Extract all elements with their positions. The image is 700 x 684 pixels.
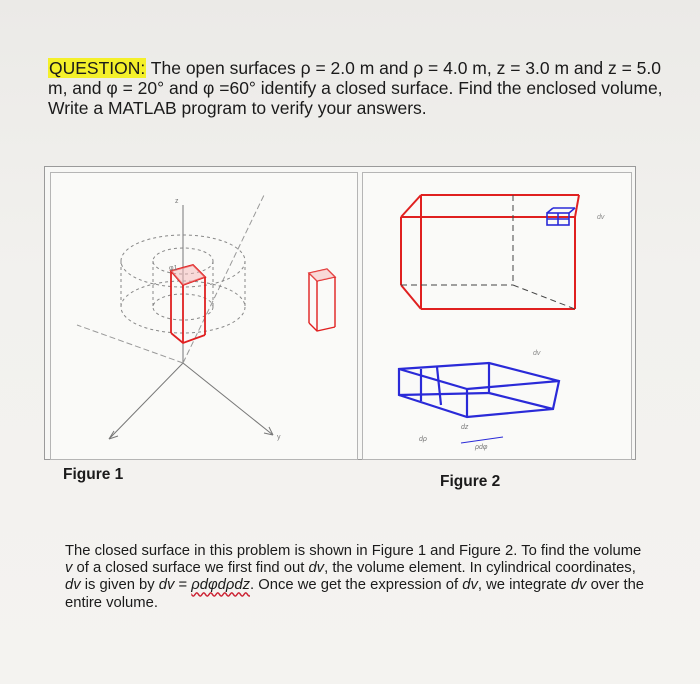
drho-label: dρ — [419, 436, 427, 443]
dv-top-label: dv — [597, 214, 605, 221]
y-axis-label: y — [277, 434, 281, 441]
explanation-var-v: v — [65, 560, 73, 577]
explanation-dv-3: dv — [158, 577, 175, 594]
dv-mid-label: dv — [533, 350, 541, 357]
explanation-text-7: , we integrate — [477, 577, 571, 594]
explanation-dv-2: dv — [65, 577, 81, 594]
explanation-text-3: , the volume element. In cylindrical coordinates, — [324, 560, 636, 577]
explanation-text-1: The closed surface in this problem is shown in Figure 1 and Figure 2. To find the volume — [65, 543, 642, 559]
red-box — [401, 195, 579, 309]
figure-2-caption: Figure 2 — [440, 473, 501, 490]
explanation-text-5: = — [174, 577, 192, 594]
figure-2-panel — [362, 172, 632, 460]
figure-1-panel — [50, 172, 358, 460]
figure-1-drawing — [51, 173, 357, 459]
explanation-paragraph — [65, 543, 645, 612]
question-text — [48, 58, 673, 118]
x-axis — [109, 363, 183, 439]
explanation-text-8: over the entire volume. — [65, 577, 645, 611]
phi-label: φ1 — [169, 265, 178, 272]
rdphi-label: ρdφ — [475, 444, 488, 451]
explanation-dv-4: dv — [462, 577, 478, 594]
explanation-text-4: is given by — [80, 577, 159, 594]
small-element-face — [309, 269, 335, 281]
question-label: QUESTION: — [49, 58, 146, 78]
z-axis-label: z — [175, 198, 179, 205]
explanation-dv-1: dv — [308, 560, 325, 577]
figure-1-caption: Figure 1 — [63, 466, 124, 483]
explanation-text-2: of a closed surface we first find out — [72, 560, 309, 577]
dz-label: dz — [461, 424, 469, 431]
axis-dashed-left — [77, 325, 183, 363]
explanation-dv-5: dv — [570, 577, 587, 594]
rdphi-indicator — [461, 437, 503, 443]
volume-element-formula: ρdφdρdz — [191, 577, 250, 594]
figure-2-drawing — [363, 173, 631, 459]
explanation-text-6: . Once we get the expression of — [250, 577, 463, 594]
question-body: The open surfaces ρ = 2.0 m and ρ = 4.0 m, z = 3.0 m and z = 5.0 m, and φ = 20° and φ =60° identify a closed surface. Find the enclosed volume, Write a MATLAB program to verify your answers. — [48, 58, 663, 118]
y-axis — [183, 363, 273, 435]
blue-box — [399, 363, 559, 417]
